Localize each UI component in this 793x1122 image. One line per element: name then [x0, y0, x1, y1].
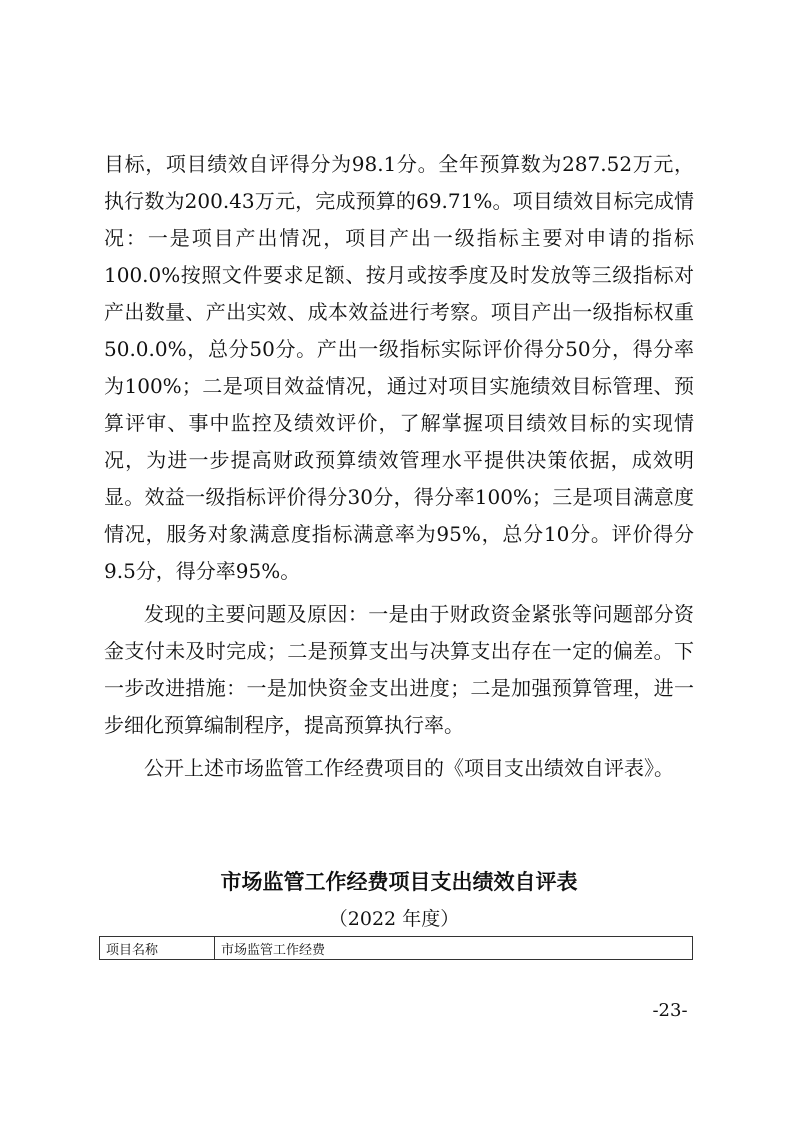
- table-title: 市场监管工作经费项目支出绩效自评表: [220, 870, 578, 894]
- project-name-label: 项目名称: [100, 937, 215, 960]
- page-number: -23-: [652, 1000, 688, 1021]
- paragraph-3: 公开上述市场监管工作经费项目的《项目支出绩效自评表》。: [144, 756, 674, 780]
- table-row: [100, 937, 693, 960]
- table-year-text: （2022 年度）: [328, 908, 460, 930]
- paragraph-1: 目标，项目绩效自评得分为98.1分。全年预算数为287.52万元，执行数为200.43万元，完成预算的69.71%。项目绩效目标完成情况：一是项目产出情况，项目产出一级指标主要对申请的指标100.0%按照文件要求足额、按月或按季度及时发放等三级指标对产出数量、产出实效、成本效益进行考察。项目产出一级指标权重50.0.0%，总分50分。产出一级指标实际评价得分50分，得分率为100%；二是项目效益情况，通过对项目实施绩效目标管理、预算评审、事中监控及绩效评价，了解掌握项目绩效目标的实现情况，为进一步提高财政预算绩效管理水平提供决策依据，成效明显。效益一级指标评价得分30分，得分率100%；三是项目满意度情况，服务对象满意度指标满意率为95%，总分10分。评价得分9.5分，得分率95%。: [104, 152, 694, 583]
- project-name-value: 市场监管工作经费: [215, 937, 693, 960]
- body-text: [104, 146, 694, 787]
- self-evaluation-table: [99, 936, 693, 960]
- table-year: [104, 904, 694, 931]
- paragraph-2: 发现的主要问题及原因：一是由于财政资金紧张等问题部分资金支付未及时完成；二是预算支出与决算支出存在一定的偏差。下一步改进措施：一是加快资金支出进度；二是加强预算管理，进一步细化预算编制程序，提高预算执行率。: [104, 602, 694, 737]
